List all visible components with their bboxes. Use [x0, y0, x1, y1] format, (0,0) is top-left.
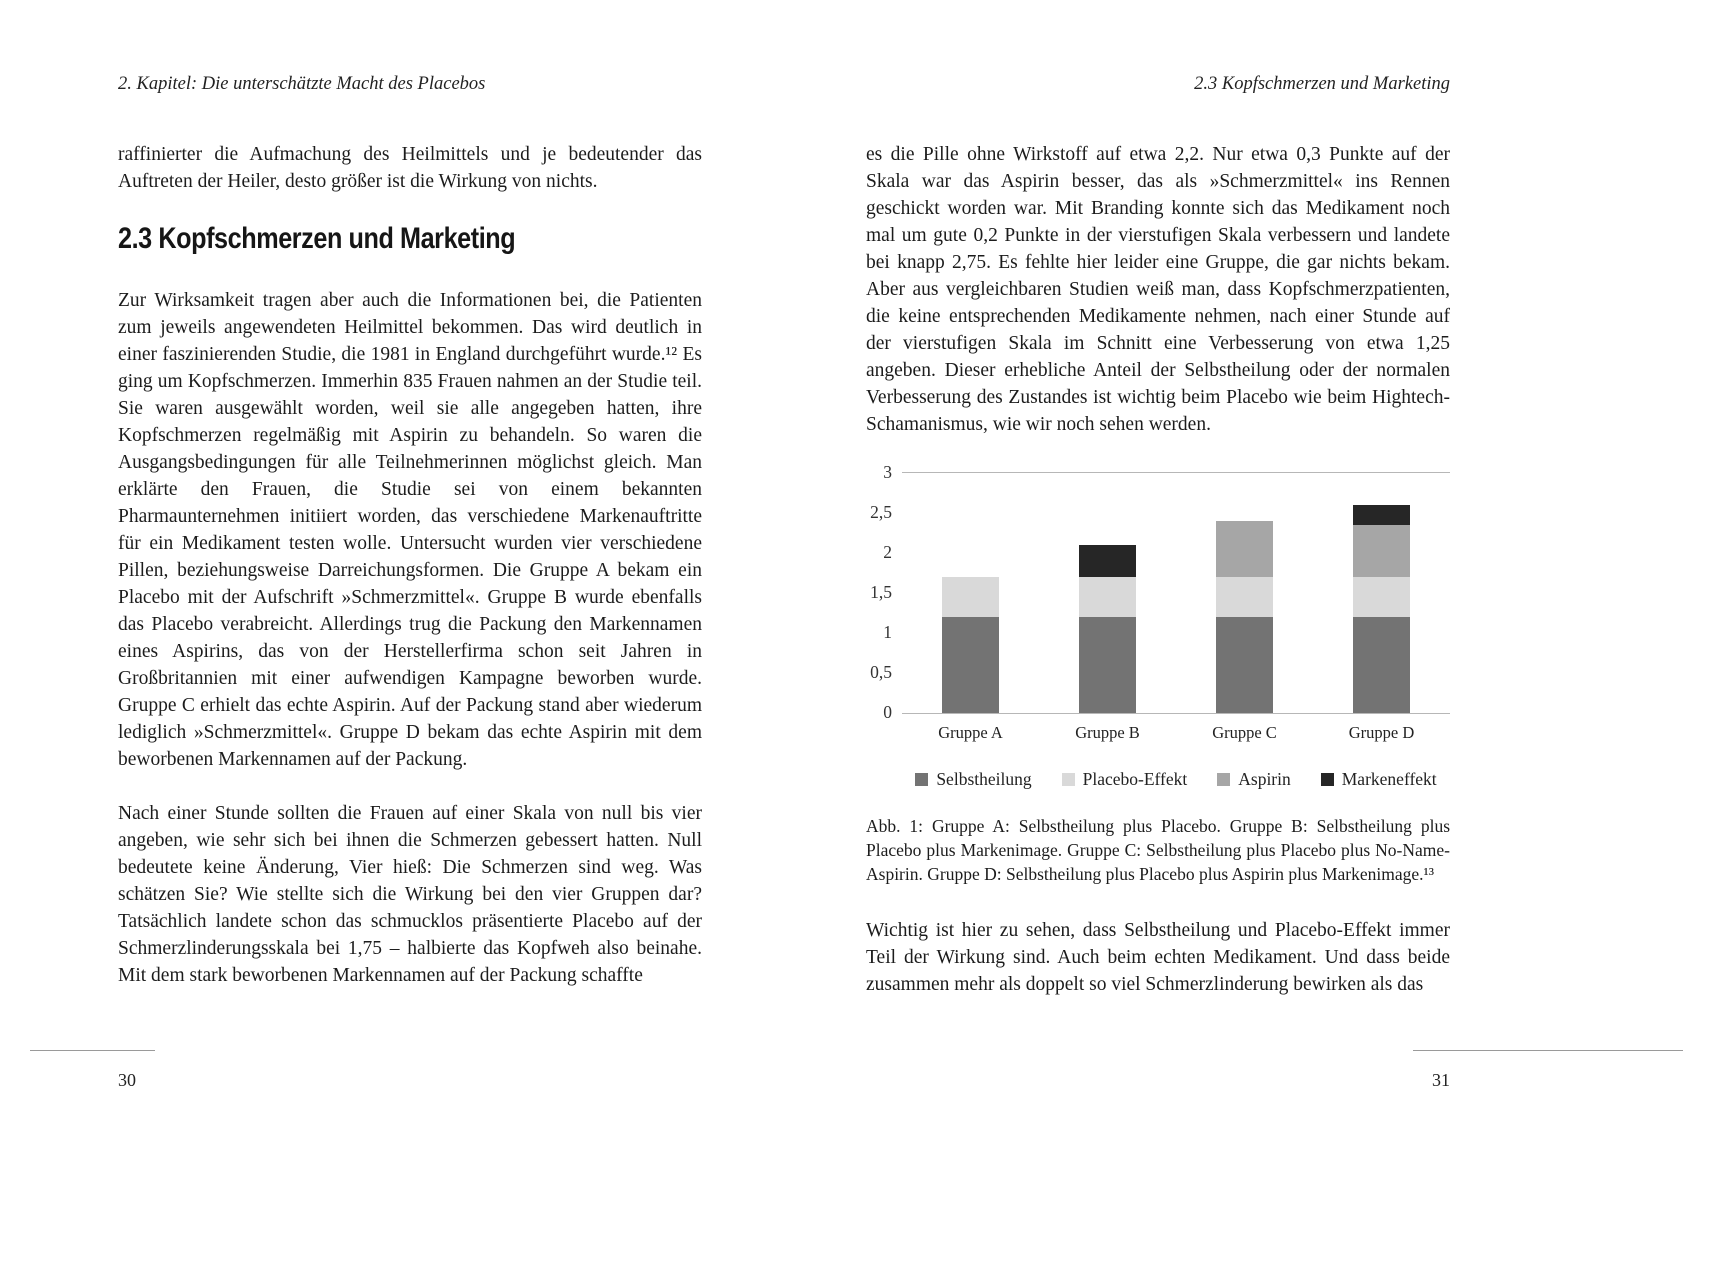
legend-label: Selbstheilung [936, 769, 1032, 789]
y-tick-label: 3 [883, 462, 892, 482]
y-tick-label: 2 [883, 542, 892, 562]
bar-cell [1039, 473, 1176, 713]
bar-segment [1216, 617, 1273, 713]
y-tick-label: 0,5 [870, 662, 892, 682]
stacked-bar [1353, 505, 1410, 713]
left-footer-rule [30, 1050, 155, 1051]
figure-caption: Abb. 1: Gruppe A: Selbstheilung plus Placebo. Gruppe B: Selbstheilung plus Placebo plus Markenimage. Gruppe C: Selbstheilung plus Placebo plus No-Name-Aspirin. Gruppe D: Selbstheilung plus Placebo plus Aspirin plus Markenimage.¹³ [866, 816, 1450, 884]
paragraph-conclusion: Wichtig ist hier zu sehen, dass Selbstheilung und Placebo-Effekt immer Teil der Wirkung sind. Auch beim echten Medikament. Und dass beide zusammen mehr als doppelt so viel Schmerzlinderung bewirken als das [866, 920, 1450, 995]
bar-segment [1353, 617, 1410, 713]
right-page-body [866, 141, 1450, 1025]
category-label: Gruppe D [1348, 723, 1415, 742]
bar-segment [942, 577, 999, 617]
chart-bars [902, 473, 1450, 713]
legend-swatch [1217, 773, 1230, 786]
legend-item [1217, 769, 1291, 790]
paragraph-study: Zur Wirksamkeit tragen aber auch die Informationen bei, die Patienten zum jeweils angewendeten Heilmittel bekommen. Das wird deutlich in einer faszinierenden Studie, die 1981 in England durchgeführt wurde.¹² Es ging um Kopfschmerzen. Immerhin 835 Frauen nahmen an der Studie teil. Sie waren ausgewählt worden, weil sie alle angegeben hatten, ihre Kopfschmerzen regelmäßig mit Aspirin zu behandeln. So waren die Ausgangsbedingungen für alle Teilnehmerinnen möglichst gleich. Man erklärte den Frauen, die Studie sei von einem bekannten Pharmaunternehmen initiiert worden, das verschiedene Markenauftritte für ein Medikament testen wolle. Untersucht wurden vier verschiedene Pillen, beziehungsweise Darreichungsformen. Die Gruppe A bekam ein Placebo mit der Aufschrift »Schmerzmittel«. Gruppe B wurde ebenfalls das Placebo verabreicht. Allerdings trug die Packung den Markennamen eines Aspirins, das von der Herstellerfirma schon seit Jahren in Großbritannien mit einer aufwendigen Kampagne beworben wurde. Gruppe C erhielt das echte Aspirin. Auf der Packung stand aber wiederum lediglich »Schmerzmittel«. Gruppe D bekam das echte Aspirin mit dem beworbenen Markennamen auf der Packung. [118, 290, 702, 770]
bar-segment [1216, 521, 1273, 577]
bar-segment [1353, 525, 1410, 577]
legend-label: Aspirin [1238, 769, 1291, 789]
category-label: Gruppe B [1075, 723, 1140, 742]
left-page-body [118, 141, 702, 1016]
y-tick-label: 2,5 [870, 502, 892, 522]
left-page-number: 30 [118, 1070, 136, 1090]
legend-label: Markeneffekt [1341, 769, 1437, 789]
bar-segment [1079, 577, 1136, 617]
legend-swatch [915, 773, 928, 786]
paragraph-continuation: es die Pille ohne Wirkstoff auf etwa 2,2. Nur etwa 0,3 Punkte auf der Skala war das Aspirin besser, das als »Schmerzmittel« ins Rennen geschickt worden war. Mit Branding konnte sich das Medikament noch mal um gute 0,2 Punkte in der vierstufigen Skala verbessern und landete bei knapp 2,75. Es fehlte hier leider eine Gruppe, die gar nichts bekam. Aber aus vergleichbaren Studien weiß man, dass Kopfschmerzpatienten, die keine entsprechenden Medikamente nehmen, nach einer Stunde auf der vierstufigen Skala im Schnitt eine Verbesserung von etwa 1,25 angeben. Dieser erhebliche Anteil der Selbstheilung oder der normalen Verbesserung des Zustandes ist wichtig beim Placebo wie beim Hightech-Schamanismus, wie wir noch sehen werden. [866, 144, 1450, 435]
stacked-bar [1216, 521, 1273, 713]
stacked-bar-chart [866, 462, 1450, 790]
chart-plot-area [866, 462, 1450, 722]
stacked-bar [942, 577, 999, 713]
paragraph-scale: Nach einer Stunde sollten die Frauen auf einer Skala von null bis vier angeben, wie sehr sich bei ihnen die Schmerzen gebessert hatten. Null bedeutete keine Änderung, Vier hieß: Die Schmerzen sind weg. Was schätzen Sie? Wie stellte sich die Wirkung bei den vier Gruppen dar? Tatsächlich landete schon das schmucklos präsentierte Placebo auf der Schmerzlinderungsskala bei 1,75 – halbierte das Kopfweh also beinahe. Mit dem stark beworbenen Markennamen auf der Packung schaffte [118, 803, 702, 986]
category-label: Gruppe C [1212, 723, 1277, 742]
left-running-head: 2. Kapitel: Die unterschätzte Macht des Placebos [118, 74, 486, 94]
stacked-bar [1079, 545, 1136, 713]
y-tick-label: 0 [883, 702, 892, 722]
legend-item [1062, 769, 1188, 790]
legend-swatch [1062, 773, 1075, 786]
bar-segment [1353, 577, 1410, 617]
chart-y-axis [866, 462, 902, 722]
right-running-head: 2.3 Kopfschmerzen und Marketing [1194, 74, 1450, 94]
category-label: Gruppe A [938, 723, 1003, 742]
legend-swatch [1321, 773, 1334, 786]
chart-category-axis [902, 723, 1450, 743]
right-page-number: 31 [1432, 1070, 1450, 1090]
right-footer-rule [1413, 1050, 1683, 1051]
bar-segment [1353, 505, 1410, 525]
section-heading-text: 2.3 Kopfschmerzen und Marketing [118, 222, 516, 255]
legend-item [1321, 769, 1437, 790]
bar-cell [902, 473, 1039, 713]
paragraph-intro: raffinierter die Aufmachung des Heilmittels und je bedeutender das Auftreten der Heiler, desto größer ist die Wirkung von nichts. [118, 144, 702, 192]
bar-segment [1216, 577, 1273, 617]
y-tick-label: 1 [883, 622, 892, 642]
y-tick-label: 1,5 [870, 582, 892, 602]
section-heading [118, 222, 702, 256]
legend-label: Placebo-Effekt [1082, 769, 1188, 789]
chart-plot [902, 472, 1450, 714]
chart-legend [902, 769, 1450, 790]
bar-cell [1176, 473, 1313, 713]
legend-item [915, 769, 1031, 790]
bar-segment [1079, 545, 1136, 577]
bar-segment [1079, 617, 1136, 713]
bar-cell [1313, 473, 1450, 713]
bar-segment [942, 617, 999, 713]
